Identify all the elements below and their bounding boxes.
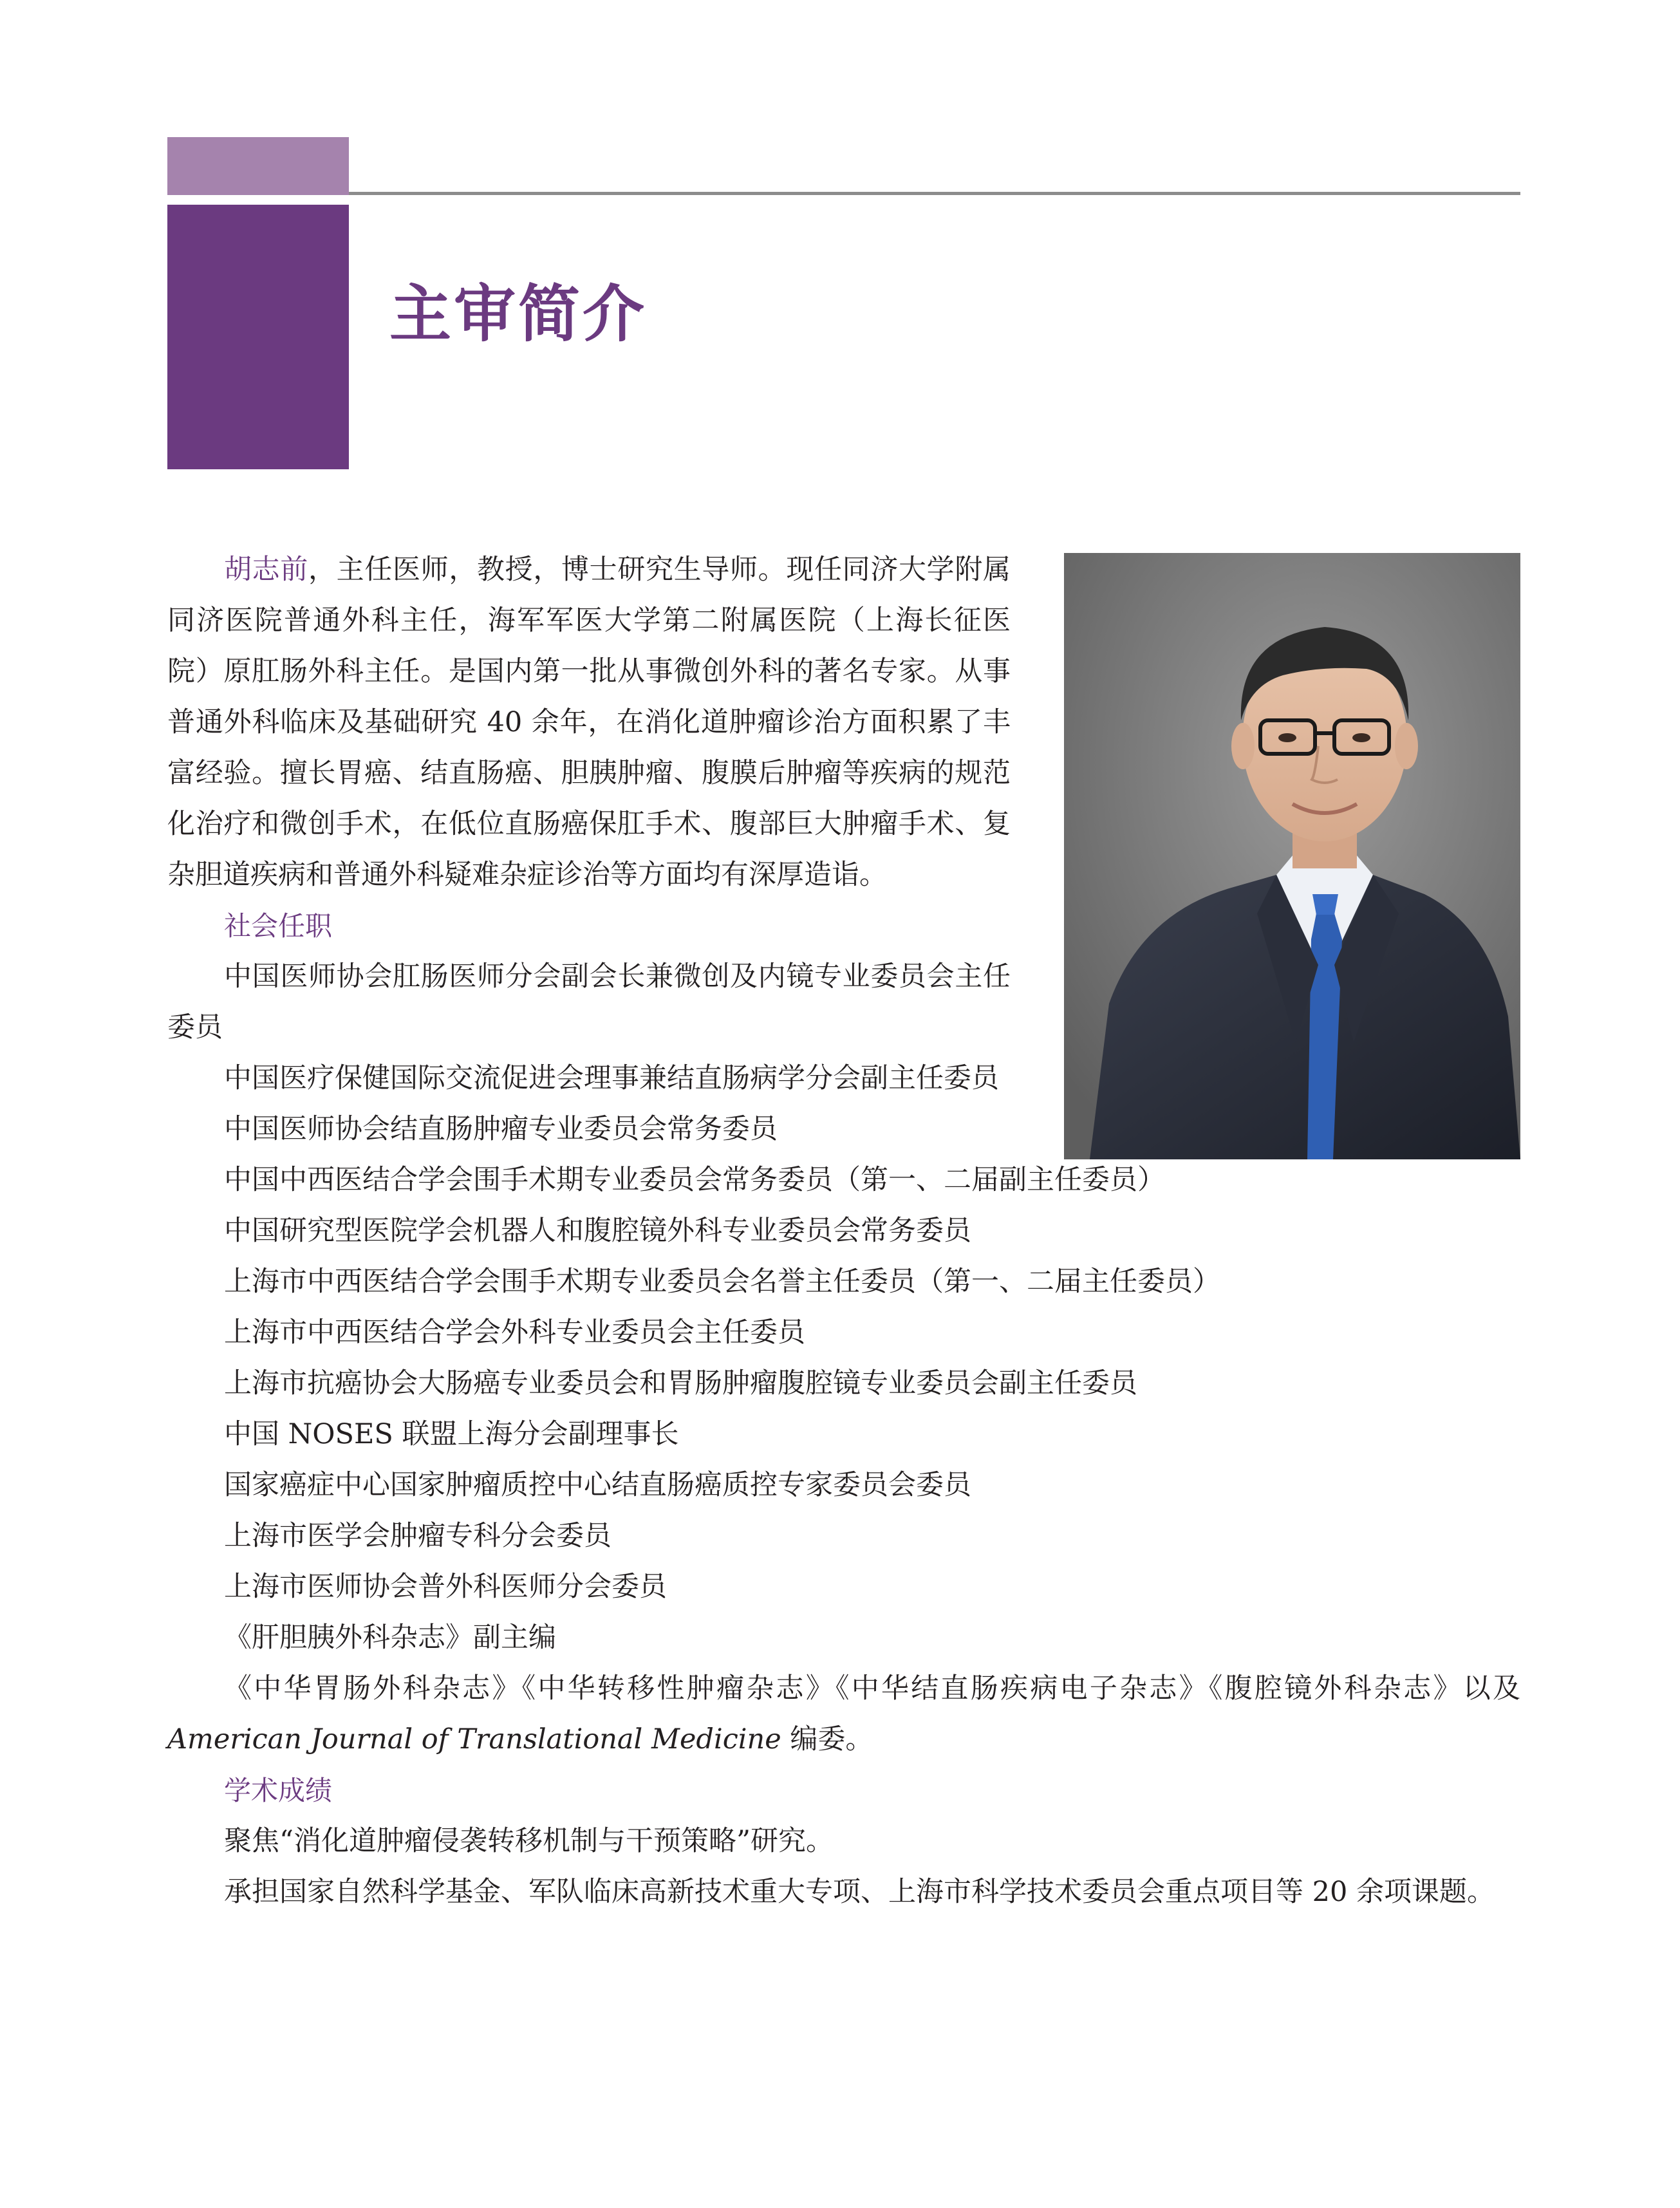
journal-suffix: 编委。 bbox=[781, 1723, 873, 1755]
academic-paragraph: 承担国家自然科学基金、军队临床高新技术重大专项、上海市科学技术委员会重点项目等 20 余项课题。 bbox=[224, 1876, 1495, 1908]
journal-list: 《中华胃肠外科杂志》《中华转移性肿瘤杂志》《中华结直肠疾病电子杂志》《腹腔镜外科杂志》以及 bbox=[224, 1672, 1520, 1705]
journal-english-title: American Journal of Translational Medicine bbox=[167, 1723, 781, 1755]
bio-intro: ，主任医师，教授，博士研究生导师。现任同济大学附属同济医院普通外科主任，海军军医大学第二附属医院（上海长征医院）原肛肠外科主任。是国内第一批从事微创外科的著名专家。从事普通外科临床及基础研究 40 余年，在消化道肿瘤诊治方面积累了丰富经验。擅长胃癌、结直肠癌、胆胰肿瘤、腹膜后肿瘤等疾病的规范化治疗和微创手术，在低位直肠癌保肛手术、腹部巨大肿瘤手术、复杂胆道疾病和普通外科疑难杂症诊治等方面均有深厚造诣。 bbox=[167, 554, 1011, 891]
social-position: 上海市抗癌协会大肠癌专业委员会和胃肠肿瘤腹腔镜专业委员会副主任委员 bbox=[224, 1367, 1137, 1399]
section-heading-social: 社会任职 bbox=[224, 910, 333, 942]
header-rule bbox=[349, 192, 1520, 195]
social-position: 中国研究型医院学会机器人和腹腔镜外科专业委员会常务委员 bbox=[224, 1215, 971, 1247]
decorative-block bbox=[167, 205, 349, 469]
social-position: 上海市中西医结合学会围手术期专业委员会名誉主任委员（第一、二届主任委员） bbox=[224, 1266, 1220, 1298]
social-position: 《肝胆胰外科杂志》副主编 bbox=[224, 1622, 556, 1654]
section-heading-academic: 学术成绩 bbox=[224, 1775, 333, 1806]
person-name: 胡志前 bbox=[224, 554, 308, 586]
social-position: 中国医师协会结直肠肿瘤专业委员会常务委员 bbox=[224, 1113, 778, 1145]
bio-paragraph bbox=[167, 545, 1011, 901]
social-position: 上海市医师协会普外科医师分会委员 bbox=[224, 1571, 667, 1603]
social-position: 中国中西医结合学会围手术期专业委员会常务委员（第一、二届副主任委员） bbox=[224, 1164, 1165, 1196]
social-position: 国家癌症中心国家肿瘤质控中心结直肠癌质控专家委员会委员 bbox=[224, 1469, 971, 1501]
social-position: 上海市中西医结合学会外科专业委员会主任委员 bbox=[224, 1316, 805, 1349]
body-text bbox=[167, 545, 1520, 1918]
academic-paragraph: 聚焦“消化道肿瘤侵袭转移机制与干预策略”研究。 bbox=[224, 1825, 834, 1857]
social-position: 中国医师协会肛肠医师分会副会长兼微创及内镜专业委员会主任委员 bbox=[167, 960, 1011, 1043]
journal-editorships bbox=[167, 1663, 1520, 1765]
decorative-tab bbox=[167, 137, 349, 195]
social-position: 上海市医学会肿瘤专科分会委员 bbox=[224, 1520, 611, 1552]
social-position: 中国 NOSES 联盟上海分会副理事长 bbox=[224, 1418, 679, 1450]
social-position: 中国医疗保健国际交流促进会理事兼结直肠病学分会副主任委员 bbox=[224, 1062, 999, 1094]
page-title: 主审简介 bbox=[389, 278, 647, 350]
